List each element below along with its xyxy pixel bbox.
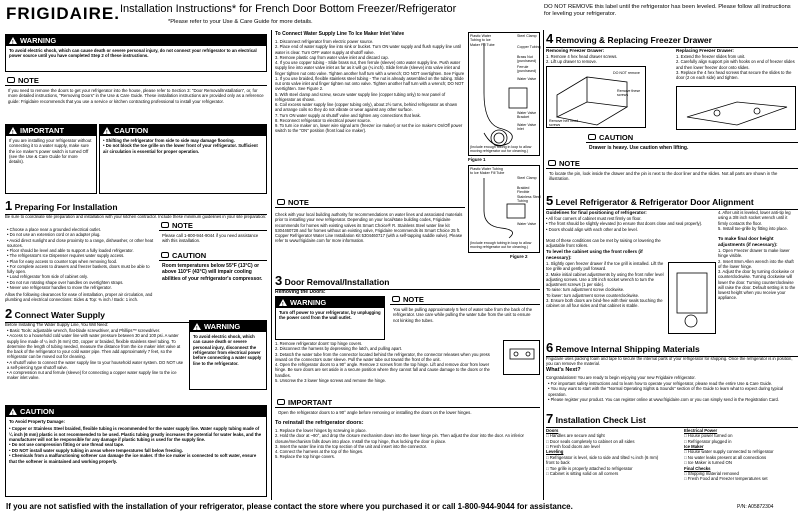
shipping-text: Frigidaire uses packing foam and tape to secure the internal parts of your refrigerator for shipping. Once the refrigerator is in position, you can remove the material. (546, 356, 793, 367)
roller-figure (668, 262, 716, 334)
hand-icon (392, 296, 400, 302)
warning-header: ! WARNING (6, 35, 266, 46)
list-item: • A compression nut and ferrule (sleeve) for connecting a copper water supply line to the ice maker inlet valve. (7, 370, 185, 381)
important-text: If you are installing your refrigerator without connecting it to a water supply, make sure the ice maker's power switch is turned Off (see the Use & Care Guide for more details). (9, 138, 92, 165)
list-item: • For complete access to drawers and freezer baskets, doors must be able to fully open. (7, 264, 157, 275)
hand-icon (548, 160, 556, 166)
hand-icon (161, 222, 169, 228)
caution-header: ! CAUTION (100, 125, 266, 136)
section-3-sub: Removing the Doors: (275, 289, 326, 295)
note-box-2: NOTE Please call 1-800-944-9044 if you need assistance with this installation. (159, 220, 267, 246)
section-3-title: 3 Door Removal/Installation (275, 273, 540, 290)
warning-icon (193, 323, 201, 330)
caution-box-2: CAUTION Room temperatures below 55°F (13°C) or above 110°F (43°C) will impair cooling abilities of your refrigerator's compressor. (159, 250, 267, 284)
figure-1-illustration (469, 33, 541, 157)
note-box-3: NOTE You will be pulling approximately 5 feet of water tube from the back of the refrigerator. Use care while pulling the water tube from the unit to ensure not kinking the tubes. (390, 294, 540, 325)
list-item: • Floor should be level and able to support a fully loaded refrigerator. (7, 248, 157, 253)
figure-1: Plastic Water Tubing to Ice Maker Fill Tube Steel Clamp Copper Tubing Brass Nut (purchased) Ferrule (purchased) Water Valve Water Valve Bracket Water Valve Inlet (Include enough tubing in loop to allow moving refrigerator out for cleaning.) (468, 32, 540, 156)
door-align-head: To make final door height adjustments (if necessary): (718, 236, 778, 247)
list-item: • Avoid direct sunlight and close proximity to a range, dishwasher, or other heat sources. (7, 238, 157, 249)
list-item: • Basic Tools: adjustable wrench, flat-blade screwdriver, and Phillips™ screwdriver. (7, 328, 185, 333)
checklist-item[interactable]: □ No water leaks present at all connections (684, 454, 767, 460)
removing-drawer-head: Removing Freezer Drawer: (546, 48, 605, 53)
figure-2: Plastic Water Tubing to Ice Maker Fill Tube Steel Clamp Braided Flexible Stainless Steel Tubing Water Valve (Include enough tubing in loop to allow moving refrigerator out for cleaning.) (468, 165, 540, 253)
section-2-list (7, 328, 185, 381)
guidelines-list: • All four corners of cabinet must rest firmly on floor. • The front should be slightly elevated (to ensure that doors close and seal properly). • Doors should align with each other and be level. (546, 216, 716, 232)
replacing-drawer-steps: 1. Extend the freezer slides from unit. 2. Carefully align support pin with hooks on end of freezer slides and then lower freezer door onto slides. 3. Replace the 4 hex head screws that secure the slides to the door (2 on each side) and tighten. (676, 54, 795, 80)
top-notice: DO NOT REMOVE this label until the refrigerator has been leveled. Please follow all instructions for leveling your refrigerator. (544, 4, 791, 18)
hand-icon (7, 77, 15, 83)
hand-icon (277, 199, 285, 205)
section-3-steps: 1. Remove refrigerator doors' top hinge covers. 2. Disconnect the harness by depressing the latch, and pulling apart. 3. Detatch the water tube from the connector located behind the refrigerator, the connector releases when you press inward on the connectors outer sleeve. Pull the water tube out toward the front of the unit. 4. Open the refrigerator doors to a 90° angle. Remove 2 screws from the top hinge. Lift and remove door from lower hinge. Be sure doors are set aside in a secure position where they cannot fall and cause damage to the doors or the handles. 5. Unscrew the 3 lower hinge screws and remove the hinge. (275, 341, 490, 383)
caution-box-3: ! CAUTION To Avoid Property Damage: • Copper or Stainless Steel braided, flexible tubing is recommended for the water supply line. Water supply tubing made of ¼ inch (6 mm) plastic is not recommended to be used. Plastic tubing greatly increases the potential for water leaks, and the manufacturer will not be responsible for any damage if plastic tubing is used for the supply line. • Do not use compression fitting or use thread seal tape. • DO NOT install water supply tubing in areas where temperatures fall below freezing. • Chemicals from a malfunctioning softener can damage the ice maker. If the ice maker is connected to soft water, ensure that the softener is maintained and working properly. (5, 405, 267, 497)
caution-icon (161, 252, 169, 258)
checklist-item[interactable]: □ House power turned on (684, 433, 733, 439)
caution-icon (588, 134, 596, 140)
level-steps-right: 4. After unit is leveled, lower anti-tip leg using a 3/8 inch socket wrench until it firmly contacts the floor. 5. Install toe-grille by fitting into place. (718, 210, 791, 231)
section-2-intro: Before Installing The Water Supply Line, You Will Need: (5, 322, 109, 327)
hinge-illustration (504, 341, 541, 376)
caution-item: • Do not use compression fitting or use thread seal tape. (9, 442, 263, 447)
important-box-3: IMPORTANT Open the refrigerator doors to a 90° angle before removing or installing the doors on the lower hinges. (275, 397, 540, 417)
important-box-1 (5, 124, 97, 194)
checklist-item[interactable]: □ Door seals completely to cabinet on all sides (546, 438, 635, 444)
caution-box-4: CAUTION Drawer is heavy. Use caution when lifting. (586, 132, 798, 153)
hinge-figure (503, 340, 540, 375)
page-title: Installation Instructions* for French Door Bottom Freezer/Refrigerator (120, 3, 457, 15)
list-item: • Plan for easy access to counter tops when removing food. (7, 259, 157, 264)
list-item: • A shutoff valve to connect the water supply line to your household water system. DO NOT use a self-piercing type shutoff valve. (7, 360, 185, 371)
whats-next-text: Congratulations! You are ready to begin enjoying your new Frigidaire refrigerator. (546, 375, 696, 380)
checklist-item[interactable]: □ House water supply connected to refrigerator (684, 449, 774, 455)
section-2-title: 2 Connect Water Supply (5, 306, 267, 323)
caution-box-1 (99, 124, 267, 194)
note-header: NOTE (5, 75, 267, 86)
warning-box-2: ! WARNING To avoid electric shock, which can cause death or severe personal injury, disconnect the refrigerator from electrical power before connecting a water supply line to the refrigerator. (189, 320, 267, 390)
caution-icon (9, 408, 17, 415)
caution-item: • Shifting the refrigerator from side to side may damage flooring. (103, 138, 263, 143)
whats-next-head: What's Next? (546, 367, 581, 373)
drawer-figure: DO NOT remove Remove these screws Remove hex head screws (546, 66, 646, 128)
replacing-drawer-head: Replacing Freezer Drawer: (676, 48, 734, 53)
checklist-left: Doors □ Handles are secure and tight □ Door seals completely to cabinet on all sides □ Fresh food doors are level Leveling □ Refrigerator is level, side to side and tilted ¼ inch (6 mm) front to back □ Toe grille is properly attached to refrigerator □ Cabinet is sitting solid on all corners (546, 428, 666, 476)
checklist-item[interactable]: □ Refrigerator is level, side to side and tilted ¼ inch (6 mm) front to back (546, 454, 659, 466)
list-item: • Never use refrigerator handles to move the refrigerator. (7, 285, 157, 290)
caution-item: • Do not block the toe grille on the lower front of your refrigerator. Sufficient air circulation is essential for proper operation. (103, 143, 263, 154)
guidelines-head: Guidelines for final positioning of refrigerator: (546, 210, 647, 215)
section-7-title: 7 Installation Check List (546, 411, 798, 428)
door-align-steps: 1. Open Freezer drawer to make lower hinge visible. 2. Insert 8mm Allen wrench into the shaft of the lower hinge. 3. Adjust the door by turning clockwise or counterclockwise. Turning clockwise will lower the door. Turning counterclockwise will raise the door. Default setting is to the lowest height when you receive your appliance. (718, 248, 796, 301)
figure-2-caption: Figure 2 (510, 254, 528, 259)
section-1-footer: Allow the following clearances for ease of installation, proper air circulation, and plumbing and electrical connections: Sides & Top: ⅜ inch / Back: 1 inch. (5, 292, 153, 303)
note-text: If you need to remove the doors to get your refrigerator into the house, please refer to Section 3: "Door Removal/Installation", or, for more detailed instructions, "Removing Doors" in the Use & Care Guide. These installation instructions are provided only as a reference guide: Frigidaire recommends that you use a service or kitchen contracting professional to install your refrigerator. (8, 88, 264, 104)
warning-icon (9, 37, 17, 44)
roller-illustration (669, 263, 717, 335)
checklist-item[interactable]: □ Handles are secure and tight (546, 433, 605, 439)
brand-logo: FRIGIDAIRE. (6, 4, 120, 23)
caution-item: • DO NOT install water supply tubing in areas where temperatures fall below freezing. (9, 448, 263, 453)
section-1-list (7, 227, 157, 290)
important-icon (9, 127, 17, 134)
slide-illustration (677, 87, 797, 131)
list-item: • Choose a place near a grounded electrical outlet. (7, 227, 157, 232)
list-item: • Do not use an extension cord or an adapter plug. (7, 232, 157, 237)
section-4-title: 4 Removing & Replacing Freezer Drawer (546, 31, 798, 48)
part-number: P/N: A05872304 (737, 504, 774, 510)
figure-1-caption: Figure 1 (468, 157, 486, 162)
caution-list (100, 136, 266, 156)
checklist-item[interactable]: □ Fresh Food and Freezer temperatures set (684, 476, 768, 482)
removing-drawer-steps: 1. Remove 4 hex head drawer screws. 2. Lift up drawer to remove. (546, 54, 618, 65)
col2-head: To Connect Water Supply Line To Ice Maker Inlet Valve (275, 31, 405, 37)
footer-text: If you are not satisfied with the installation of your refrigerator, please contact the store where you purchased it or call 1-800-944-9044 for assistance. (6, 502, 573, 511)
section-6-title: 6 Remove Internal Shipping Materials (546, 340, 798, 357)
checklist-item[interactable]: □ Ice Maker is turned ON (684, 460, 732, 466)
note-box-1 (5, 75, 267, 106)
warning-box-1 (5, 34, 267, 72)
list-item: • Access to a household cold water line with water pressure between 30 and 100 psi. A water supply line made of ¼ inch (6 mm) OD, copper or braided, flexible stainless steel tubing. To determine the length of tubing needed, measure the distance from the ice maker inlet valve at the back of the refrigerator to your cold water pipe. Then add approximately 7 feet, so the refrigerator can be moved out for cleaning. (7, 333, 185, 359)
list-item: • Load refrigerator from side of cabinet only. (7, 274, 157, 279)
important-header: ! IMPORTANT (6, 125, 96, 136)
list-item: • Do not run rotating shape over handles on overtighten straps. (7, 280, 157, 285)
level-intro: Most of these conditions can be met by raising or lowering the adjustable front rollers. (546, 238, 661, 249)
warning-icon (279, 299, 287, 306)
warning-box-3: ! WARNING Turn off power to your refrigerator, by unplugging the power cord from the wall outlet. (275, 296, 385, 340)
note-box-col2: NOTE (275, 197, 465, 208)
col2-note-text: Check with your local building authority for recommendations on water lines and associated materials prior to installing your new refrigerator. Depending on your local/state building codes, Frigidaire recommends for homes with existing valves its Smart Choice® R. Stainless Steel water line kit 5304460728 and for homes without an existing valve, Frigidaire recommends its Smart Choice 25 ft. Copper Refrigerator Water Line Installation Kit 5304460717 (with a self-tapping saddle valve). Please refer to www.frigidaire.com for more information. (275, 212, 463, 244)
checklist-item[interactable]: □ Fresh food doors are level (546, 444, 600, 450)
level-head: To level the cabinet using the front rollers (if necessary): (546, 249, 643, 260)
level-steps: 1. Slightly open freezer drawer if the toe grill is installed. Lift the toe grille and gently pull forward. 2. Make initial cabinet adjustments by using the front roller level adjusting screws. Use a 3/8 inch socket wrench to turn the adjustment screws (1 per side). To raise: turn adjustment screw clockwise. To lower: turn adjustment screw counterclockwise. 3. Ensure both doors are bind-free with their seals touching the cabinet on all four sides and that cabinet is stable. (546, 261, 664, 308)
caution-icon (103, 127, 111, 134)
section-1-intro: Be sure to coordinate site preparation and installation with your kitchen contractor. Include these minimum guidelines in your site preparation: (5, 214, 267, 219)
section-1-title: 1 Preparing For Installation (5, 198, 267, 215)
checklist-right: Electrical Power □ House power turned on □ Refrigerator plugged in Ice Maker □ House water supply connected to refrigerator □ No water leaks present at all connections □ Ice Maker is turned ON Final Checks □ Shipping material removed □ Fresh Food and Freezer temperatures set (684, 428, 798, 482)
checklist-item[interactable]: □ Cabinet is sitting solid on all corners (546, 470, 619, 476)
warning-text: To avoid electric shock, which can cause death or severe personal injury, do not connect your refrigerator to an electrical power source until you have completed Step 2 of these instructions. (9, 48, 257, 59)
checklist-item[interactable]: □ Toe grille is properly attached to refrigerator (546, 465, 633, 471)
slide-figure (676, 86, 796, 130)
section-5-title: 5 Level Refrigerator & Refrigerator Door Alignment (546, 193, 798, 210)
list-item: • The refrigerator's Ice Dispenser requires water supply access. (7, 253, 157, 258)
checklist-item[interactable]: □ Shipping material removed (684, 470, 739, 476)
reinstall-head: To reinstall the refrigerator doors: (275, 420, 364, 426)
reinstall-steps: 1. Replace the lower hinges by screwing in place. 2. Hold the door at ~90°, and drop the closure mechanism down into the lower hinge pin. Then adjust the door into the door. An inferior closure/mechanism falls down into place. Install the top hinge, thus locking the door in place. 3. Insert the water line into the top section of the unit and insert into the connector. 4. Connect the harness at the top of the hinges. 5. Replace the top hinge covers. (275, 428, 524, 460)
page-subtitle: *Please refer to your Use & Care Guide for more details. (168, 19, 313, 25)
note-box-4: NOTE To locate the pin, look inside the drawer and the pin is next to the door liner and the slides. Not all parts are shown in the illustration. (546, 158, 798, 184)
checklist-item[interactable]: □ Refrigerator plugged in (684, 438, 732, 444)
col2-steps: 1. Disconnect refrigerator from electric power source. 2. Place end of water supply line into sink or bucket. Turn ON water supply and flush supply line until water is clear. Turn OFF water supply at shutoff valve. 3. Remove plastic cap from water valve inlet and discard cap. 4. If you use copper tubing - Slide brass nut, then ferrule (sleeve) onto water supply line. Push water supply line into water valve inlet as far as it will go (¼ inch). Slide ferrule (sleeve) into valve inlet and finger tighten nut onto valve. Tighten another half turn with a wrench; DO NOT overtighten. See Figure 1. If you use braided, flexible stainless steel tubing - The nut is already assembled on the tubing. Slide nut onto valve inlet and finger tighten nut onto valve. Tighten another half turn with a wrench; DO NOT overtighten. See Figure 2. 5. With steel clamp and screw, secure water supply line (copper tubing only) to rear panel of refrigerator as shown. 6. Coil excess water supply line (copper tubing only), about 2½ turns, behind refrigerator as shown and arrange coils so they do not vibrate or wear against any other surface. 7. Turn ON water supply at shutoff valve and tighten any connections that leak. 8. Reconnect refrigerator to electrical power source. 9. To turn ice maker on, lower wire signal arm (freezer ice maker) or set the ice maker's On/Off power switch to the "ON" position (front load ice maker). (275, 39, 465, 134)
whats-next-list: • For important safety instructions and to learn how to operate your refrigerator, please read the entire Use & Care Guide. • You may want to start with the "Normal Operating Sights & Sounds" section of the Guide to learn what to expect during typical operation. • Please register your product. You can register online at www.frigidaire.com or you can simply send in the Registration Card. (548, 381, 798, 402)
caution-item: • Chemicals from a malfunctioning softener can damage the ice maker. If the ice maker is connected to soft water, ensure that the softener is maintained and working properly. (9, 453, 263, 464)
important-icon (277, 399, 285, 405)
caution-item: • Copper or Stainless Steel braided, flexible tubing is recommended for the water supply line. Water supply tubing made of ¼ inch (6 mm) plastic is not recommended to be used. Plastic tubing greatly increases the potential for water leaks, and the manufacturer will not be responsible for any damage if plastic tubing is used for the supply line. (9, 426, 263, 442)
